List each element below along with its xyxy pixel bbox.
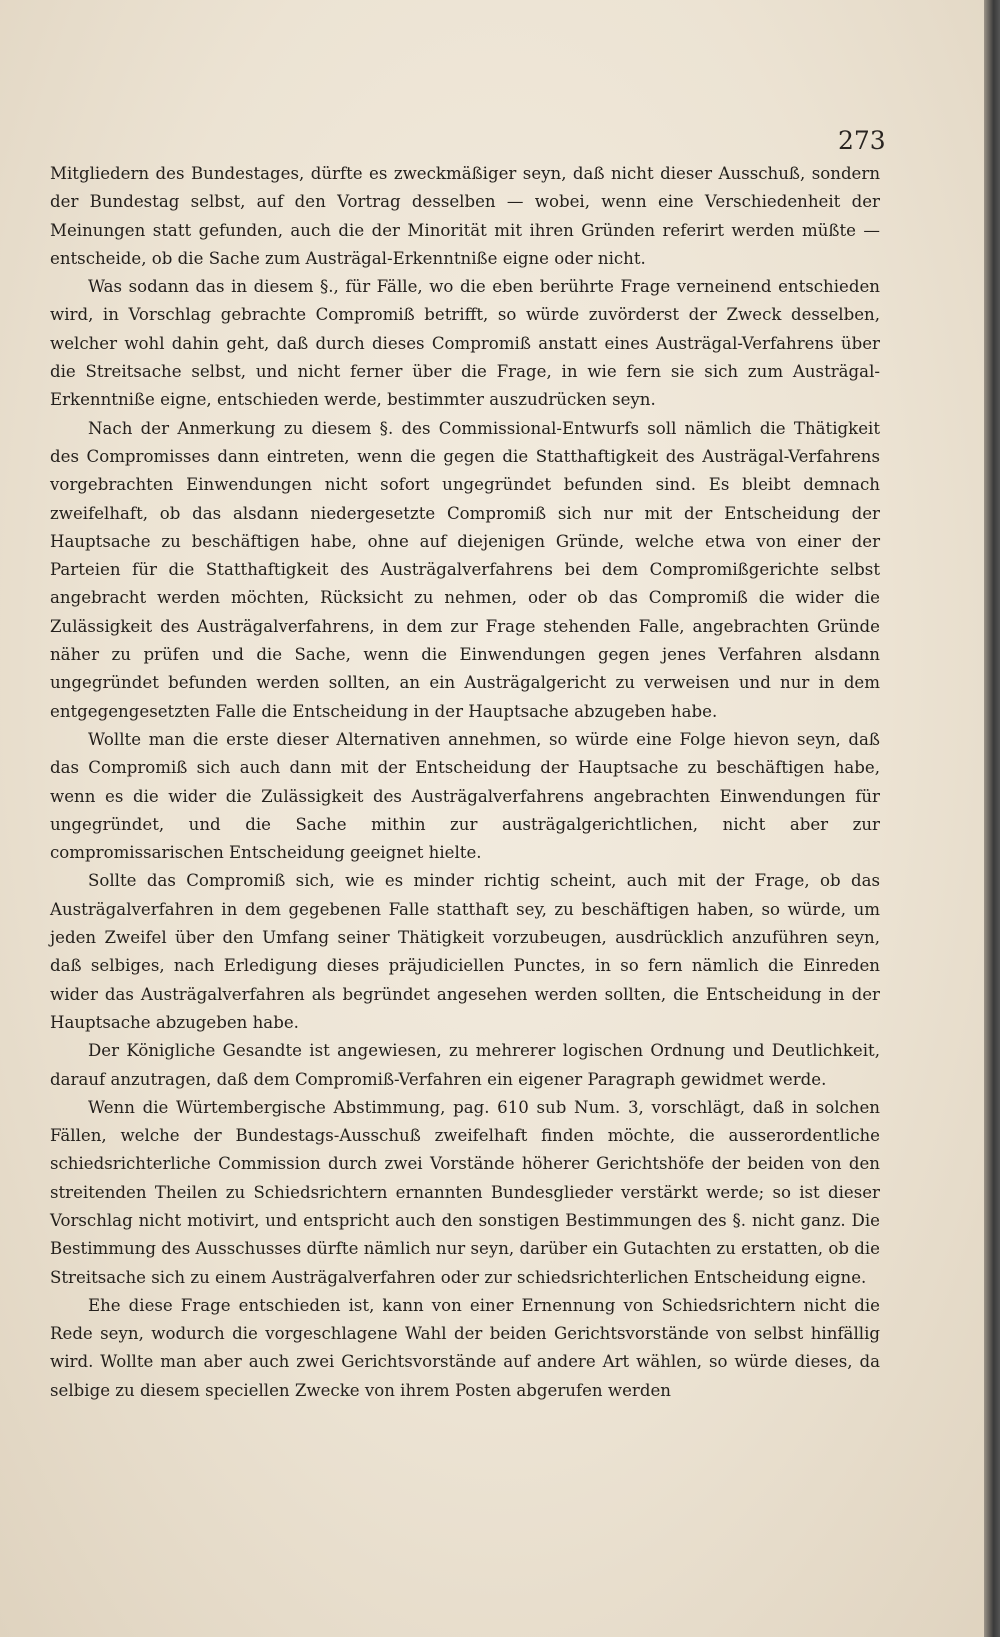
paragraph-7: Wenn die Würtembergische Abstimmung, pag. 610 sub Num. 3, vorschlägt, daß in solchen Fällen, welche der Bundestags-Ausschuß zweifelhaft finden möchte, die ausserordentliche schiedsrichterliche Commission durch zwei Vorstände höherer Gerichtshöfe der beiden von den streitenden Theilen zu Schiedsrichtern ernannten Bundesglieder verstärkt werde; so ist dieser Vorschlag nicht motivirt, und entspricht auch den sonstigen Bestimmungen des §. nicht ganz. Die Bestimmung des Ausschusses dürfte nämlich nur seyn, darüber ein Gutachten zu erstatten, ob die Streitsache sich zu einem Austrägalverfahren oder zur schiedsrichterlichen Entscheidung eigne.	[50, 1097, 880, 1287]
body-text	[50, 160, 880, 1405]
paragraph-1: Mitgliedern des Bundestages, dürfte es zweckmäßiger seyn, daß nicht dieser Ausschuß, sondern der Bundestag selbst, auf den Vortrag desselben — wobei, wenn eine Verschiedenheit der Meinungen statt gefunden, auch die der Minorität mit ihren Gründen referirt werden müßte — entscheide, ob die Sache zum Austrägal-Erkenntniße eigne oder nicht.	[50, 164, 880, 268]
paragraph-5: Sollte das Compromiß sich, wie es minder richtig scheint, auch mit der Frage, ob das Austrägalverfahren in dem gegebenen Falle statthaft sey, zu beschäftigen haben, so würde, um jeden Zweifel über den Umfang seiner Thätigkeit vorzubeugen, ausdrücklich anzuführen seyn, daß selbiges, nach Erledigung dieses präjudiciellen Punctes, in so fern nämlich die Einreden wider das Austrägalverfahren als begründet angesehen werden sollten, die Entscheidung in der Hauptsache abzugeben habe.	[50, 871, 880, 1032]
paragraph-2: Was sodann das in diesem §., für Fälle, wo die eben berührte Frage verneinend entschieden wird, in Vorschlag gebrachte Compromiß betrifft, so würde zuvörderst der Zweck desselben, welcher wohl dahin geht, daß durch dieses Compromiß anstatt eines Austrägal-Verfahrens über die Streitsache selbst, und nicht ferner über die Frage, in wie fern sie sich zum Austrägal-Erkenntniße eigne, entschieden werde, bestimmter auszudrücken seyn.	[50, 277, 880, 410]
paragraph-6: Der Königliche Gesandte ist angewiesen, zu mehrerer logischen Ordnung und Deutlichkeit, darauf anzutragen, daß dem Compromiß-Verfahren ein eigener Paragraph gewidmet werde.	[50, 1041, 880, 1089]
page-edge-shadow	[984, 0, 1000, 1637]
paragraph-4: Wollte man die erste dieser Alternativen annehmen, so würde eine Folge hievon seyn, daß das Compromiß sich auch dann mit der Entscheidung der Hauptsache zu beschäftigen habe, wenn es die wider die Zulässigkeit des Austrägalverfahrens angebrachten Einwendungen für ungegründet, und die Sache mithin zur austrägalgerichtlichen, nicht aber zur compromissarischen Entscheidung geeignet hielte.	[50, 729, 880, 863]
page-number: 273	[838, 126, 886, 155]
paragraph-3: Nach der Anmerkung zu diesem §. des Commissional-Entwurfs soll nämlich die Thätigkeit des Compromisses dann eintreten, wenn die gegen die Statthaftigkeit des Austrägal-Verfahrens vorgebrachten Einwendungen nicht sofort ungegründet befunden sind. Es bleibt demnach zweifelhaft, ob das alsdann niedergesetzte Compromiß sich nur mit der Entscheidung der Hauptsache zu beschäftigen habe, ohne auf diejenigen Gründe, welche etwa von einer der Parteien für die Statthaftigkeit des Austrägalverfahrens bei dem Compromißgerichte selbst angebracht werden möchten, Rücksicht zu nehmen, oder ob das Compromiß die wider die Zulässigkeit des Austrägalverfahrens, in dem zur Frage stehenden Falle, angebrachten Gründe näher zu prüfen und die Sache, wenn die Einwendungen gegen jenes Verfahren alsdann ungegründet befunden werden sollten, an ein Austrägalgericht zu verweisen und nur in dem entgegengesetzten Falle die Entscheidung in der Hauptsache abzugeben habe.	[50, 418, 880, 721]
paragraph-8: Ehe diese Frage entschieden ist, kann von einer Ernennung von Schiedsrichtern nicht die Rede seyn, wodurch die vorgeschlagene Wahl der beiden Gerichtsvorstände von selbst hinfällig wird. Wollte man aber auch zwei Gerichtsvorstände auf andere Art wählen, so würde dieses, da selbige zu diesem speciellen Zwecke von ihrem Posten abgerufen werden	[50, 1295, 880, 1400]
